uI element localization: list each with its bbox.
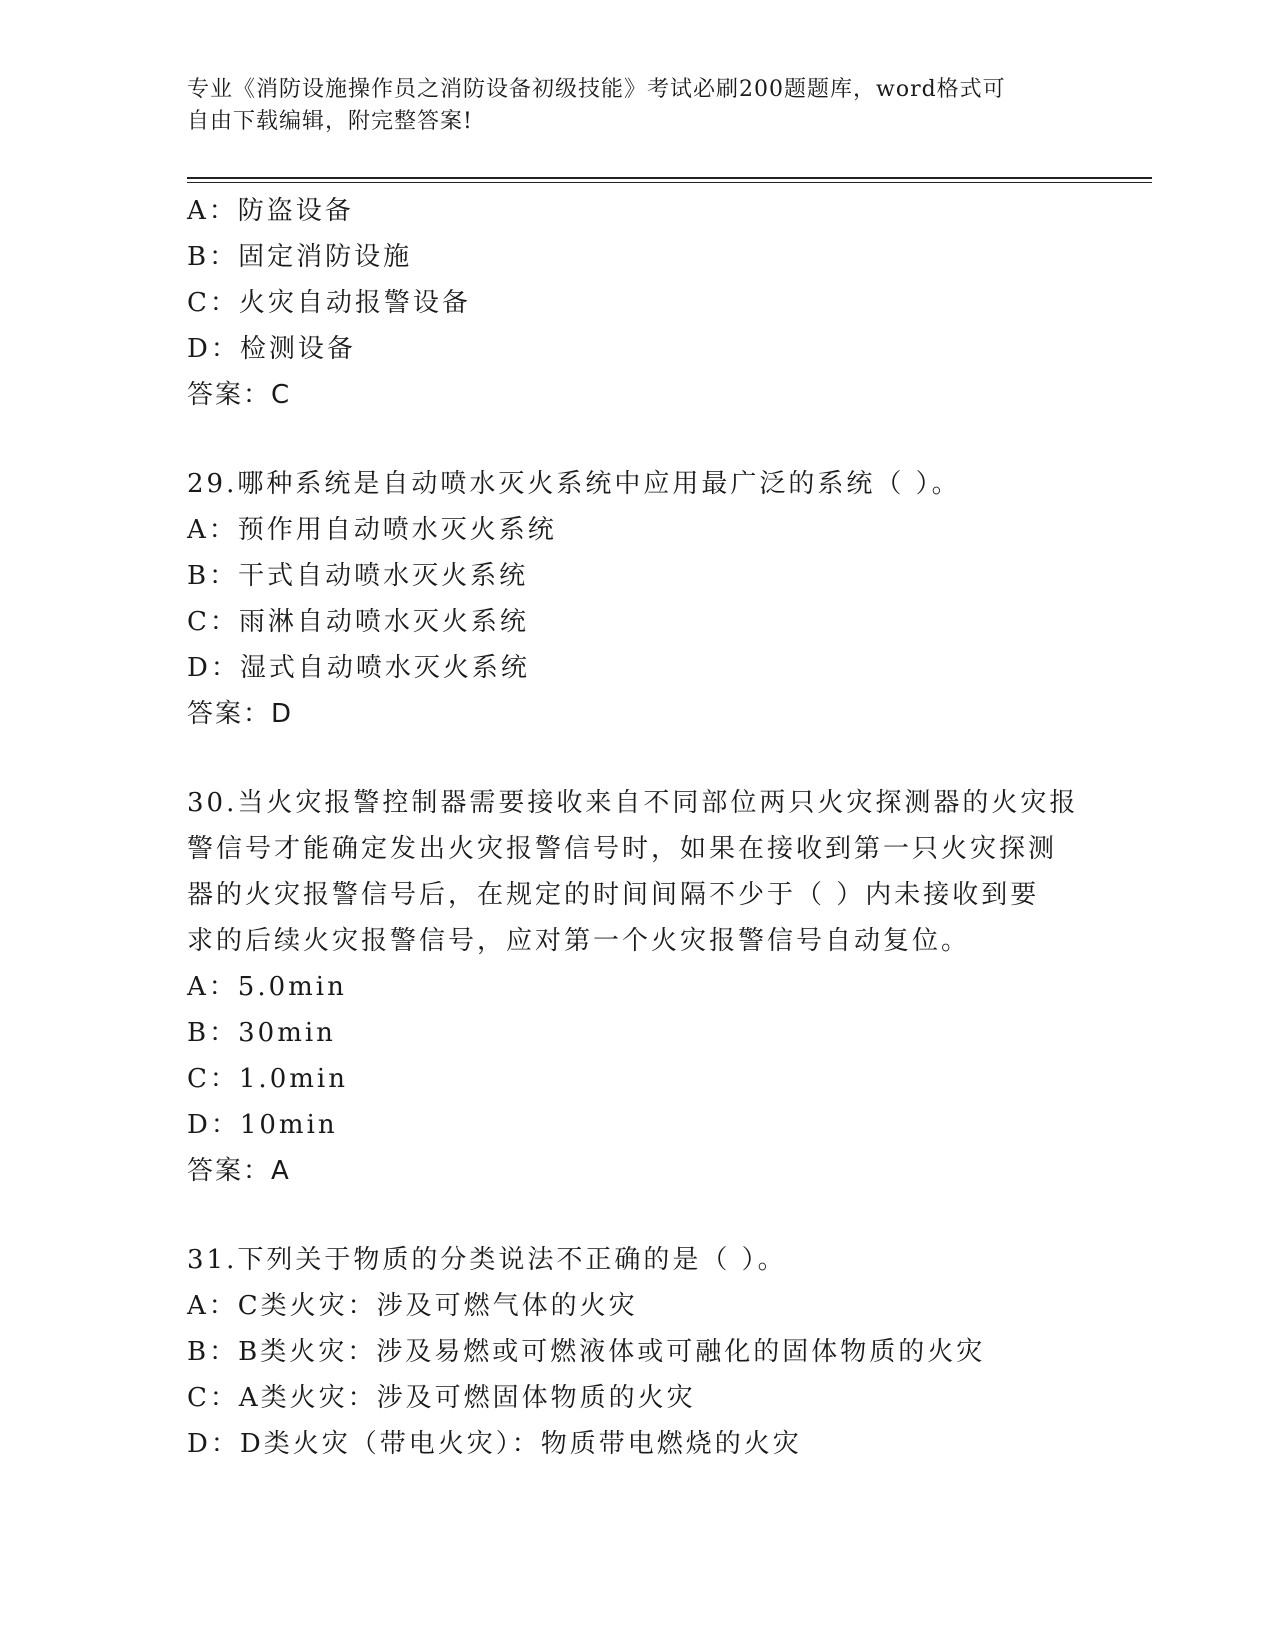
option-c: C：A类火灾：涉及可燃固体物质的火灾 [187, 1383, 696, 1413]
question-text-line-3: 器的火灾报警信号后，在规定的时间间隔不少于（ ）内未接收到要 [187, 880, 1040, 910]
option-b: B：B类火灾：涉及易燃或可燃液体或可融化的固体物质的火灾 [187, 1337, 986, 1367]
answer: 答案：C [187, 380, 292, 410]
option-c: C：雨淋自动喷水灭火系统 [187, 607, 529, 637]
document-header [187, 74, 1067, 138]
answer: 答案：D [187, 699, 294, 729]
question-29 [187, 461, 1087, 737]
spacer [187, 737, 1087, 780]
question-list [187, 188, 1087, 1467]
option-a: A：预作用自动喷水灭火系统 [187, 515, 557, 545]
header-rule-thick [187, 177, 1152, 179]
option-d: D：湿式自动喷水灭火系统 [187, 653, 530, 683]
header-line-2: 自由下载编辑，附完整答案! [187, 109, 473, 134]
question-text: 29.哪种系统是自动喷水灭火系统中应用最广泛的系统（ ）。 [187, 469, 961, 499]
question-text-line-4: 求的后续火灾报警信号，应对第一个火灾报警信号自动复位。 [187, 926, 971, 956]
option-a: A：防盗设备 [187, 196, 354, 226]
option-a: A：C类火灾：涉及可燃气体的火灾 [187, 1291, 638, 1321]
option-d: D：10min [187, 1110, 338, 1140]
question-text-line-2: 警信号才能确定发出火灾报警信号时，如果在接收到第一只火灾探测 [187, 834, 1058, 864]
spacer [187, 418, 1087, 461]
answer: 答案：A [187, 1156, 291, 1186]
spacer [187, 1194, 1087, 1237]
header-rule-thin [187, 182, 1152, 183]
option-d: D：D类火灾（带电火灾）：物质带电燃烧的火灾 [187, 1429, 802, 1459]
question-28-continued [187, 188, 1087, 418]
option-b: B：30min [187, 1018, 336, 1048]
option-c: C：1.0min [187, 1064, 348, 1094]
question-30 [187, 780, 1087, 1194]
option-a: A：5.0min [187, 972, 347, 1002]
option-b: B：干式自动喷水灭火系统 [187, 561, 529, 591]
option-d: D：检测设备 [187, 334, 356, 364]
question-text-line-1: 30.当火灾报警控制器需要接收来自不同部位两只火灾探测器的火灾报 [187, 788, 1079, 818]
option-c: C：火灾自动报警设备 [187, 288, 471, 318]
question-text: 31.下列关于物质的分类说法不正确的是（ ）。 [187, 1245, 787, 1275]
question-31 [187, 1237, 1087, 1467]
header-line-1: 专业《消防设施操作员之消防设备初级技能》考试必刷200题题库，word格式可 [187, 77, 1006, 102]
option-b: B：固定消防设施 [187, 242, 413, 272]
